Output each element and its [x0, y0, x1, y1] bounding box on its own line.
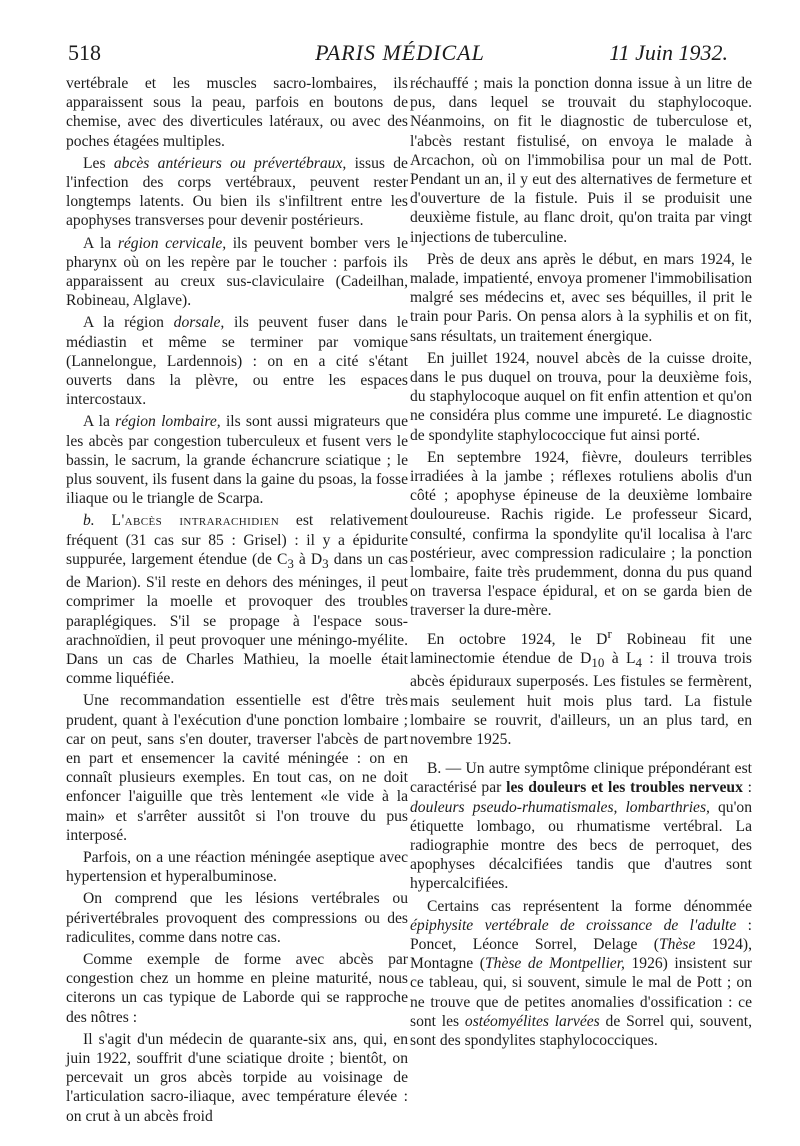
paragraph: B. — Un autre symptôme clinique prépondérant est caractérisé par les douleurs et les troubles nerveux : douleurs pseudo-rhumatismales, lombarthries, qu'on étiquette lombago, ou rhumatisme vertébral. La radiographie montre des becs de perroquet, des apophyses décalcifiées tandis que d'autres sont hypercalcifiées. — [410, 760, 753, 893]
issue-date: 11 Juin 1932. — [609, 40, 728, 65]
page-number: 518 — [68, 40, 101, 65]
paragraph: En juillet 1924, nouvel abcès de la cuisse droite, dans le pus duquel on trouva, pour la deuxième fois, du staphylocoque auquel on fit enfin attention et qu'on ne considéra plus comme une impureté. Le diagnostic de spondylite staphylococcique fut ainsi porté. — [410, 349, 752, 444]
paragraph: On comprend que les lésions vertébrales ou périvertébrales provoquent des compressions ou des radiculites, comme dans notre cas. — [66, 890, 408, 946]
paragraph: réchauffé ; mais la ponction donna issue à un litre de pus, dans lequel se trouvait du staphylocoque. Néanmoins, on fit le diagnostic de tuberculose et, l'abcès restant fistulisé, on envoya le malade à Arcachon, où on l'immobilisa pour un mal de Pott. Pendant un an, il y eut des alternatives de fermeture et d'ouverture de la fistule. Puis il se produisit une deuxième fistule, au flanc droit, qu'on traita par vingt injections de tuberculine. — [410, 75, 752, 246]
paragraph: Près de deux ans après le début, en mars 1924, le malade, impatienté, envoya promener l'immobilisation malgré ses médecins et, avec ses béquilles, il prit le train pour Paris. On pensa alors à la syphilis et on fit, sans résultats, un traitement énergique. — [410, 250, 752, 345]
paragraph: Une recommandation essentielle est d'être très prudent, quant à l'exécution d'une ponction lombaire ; car on peut, sans s'en douter, traverser l'abcès de part en part et ensemencer la cavité méningée : on en connaît plusieurs exemples. En tout cas, on ne doit enfoncer l'aiguille que très lentement «le vide à la main» et s'arrêter aussitôt si l'on trouve du pus interposé. — [66, 692, 408, 844]
paragraph: En septembre 1924, fièvre, douleurs terribles irradiées à la jambe ; réflexes rotuliens abolis d'un côté ; apophyse épineuse de la deuxième lombaire douloureuse. Rachis rigide. Le professeur Sicard, consulté, confirma la spondylite qu'il localisa à l'arc postérieur, avec compression radiculaire ; la ponction lombaire, faite très prudemment, donna du pus quand on traversa l'espace épidural, et on se garda bien de traverser la dure-mère. — [410, 448, 752, 620]
paragraph: Certains cas représentent la forme dénommée épiphysite vertébrale de croissance de l'adulte : Poncet, Léonce Sorrel, Delage (Thèse 1924), Montagne (Thèse de Montpellier, 1926) insistent sur ce tableau, qui, si souvent, simule le mal de Pott ; on ne trouve que de petites anomalies d'ossification : ce sont les ostéomyélites larvées de Sorrel qui, souvent, sont des spondylites staphylococciques. — [410, 897, 753, 1050]
paragraph: vertébrale et les muscles sacro-lombaires, ils apparaissent sous la peau, parfois en boutons de chemise, avec des diverticules latéraux, ou avec des poches étagées multiples. — [66, 75, 408, 150]
paragraph: Les abcès antérieurs ou prévertébraux, issus de l'infection des corps vertébraux, peuvent rester longtemps latents. Ou bien ils s'infiltrent entre les apophyses transverses pour devenir postérieurs. — [66, 154, 408, 230]
journal-title: PARIS MÉDICAL — [315, 40, 485, 65]
paragraph: A la région cervicale, ils peuvent bomber vers le pharynx où on les repère par le toucher : parfois ils apparaissent au creux sus-claviculaire (Cadeilhan, Robineau, Alglave). — [66, 234, 408, 310]
paragraph: Comme exemple de forme avec abcès par congestion chez un homme en pleine maturité, nous citerons un cas typique de Laborde qui se rapproche des nôtres : — [66, 951, 408, 1026]
left-column — [66, 74, 408, 1129]
paragraph: Il s'agit d'un médecin de quarante-six ans, qui, en juin 1922, souffrit d'une sciatique droite ; bientôt, on percevait un gros abcès torpide au voisinage de l'articulation sacro-iliaque, avec température élevée : on crut à un abcès froid — [66, 1030, 408, 1125]
paragraph: A la région dorsale, ils peuvent fuser dans le médiastin et même se terminer par vomique (Lannelongue, Lardennois) : on en a cité s'étant ouverts dans la plèvre, ou entre les espaces intercostaux. — [66, 314, 408, 409]
paragraph: Parfois, on a une réaction méningée aseptique avec hypertension et hyperalbuminose. — [66, 849, 408, 886]
paragraph: b. L'abcès intrarachidien est relativement fréquent (31 cas sur 85 : Grisel) : il y a épidurite suppurée, largement étendue (de $C_3$ à $D_3$ dans un cas de Marion). S'il reste en dehors des méninges, il peut comprimer la moelle et provoquer des troubles paraplégiques. S'il se propage à l'espace sous-arachnoïdien, il peut provoquer une méningo-myélite. Dans un cas de Charles Mathieu, la moelle était comme liquéfiée. — [66, 512, 408, 688]
right-column — [410, 74, 752, 1053]
paragraph: En octobre 1924, le $D^r$ Robineau fit une laminectomie étendue de $D_{10}$ à $L_4$ : il trouva trois abcès épiduraux superposés. Les fistules se fermèrent, mais seulement huit mois plus tard. La fistule lombaire se rouvrit, d'ailleurs, un an plus tard, en novembre 1925. — [410, 625, 753, 748]
paragraph: A la région lombaire, ils sont aussi migrateurs que les abcès par congestion tuberculeux et fusent vers le bassin, le sacrum, la grande échancrure sciatique ; le plus souvent, ils fusent dans la gaine du psoas, la fosse iliaque ou le triangle de Scarpa. — [66, 413, 408, 508]
